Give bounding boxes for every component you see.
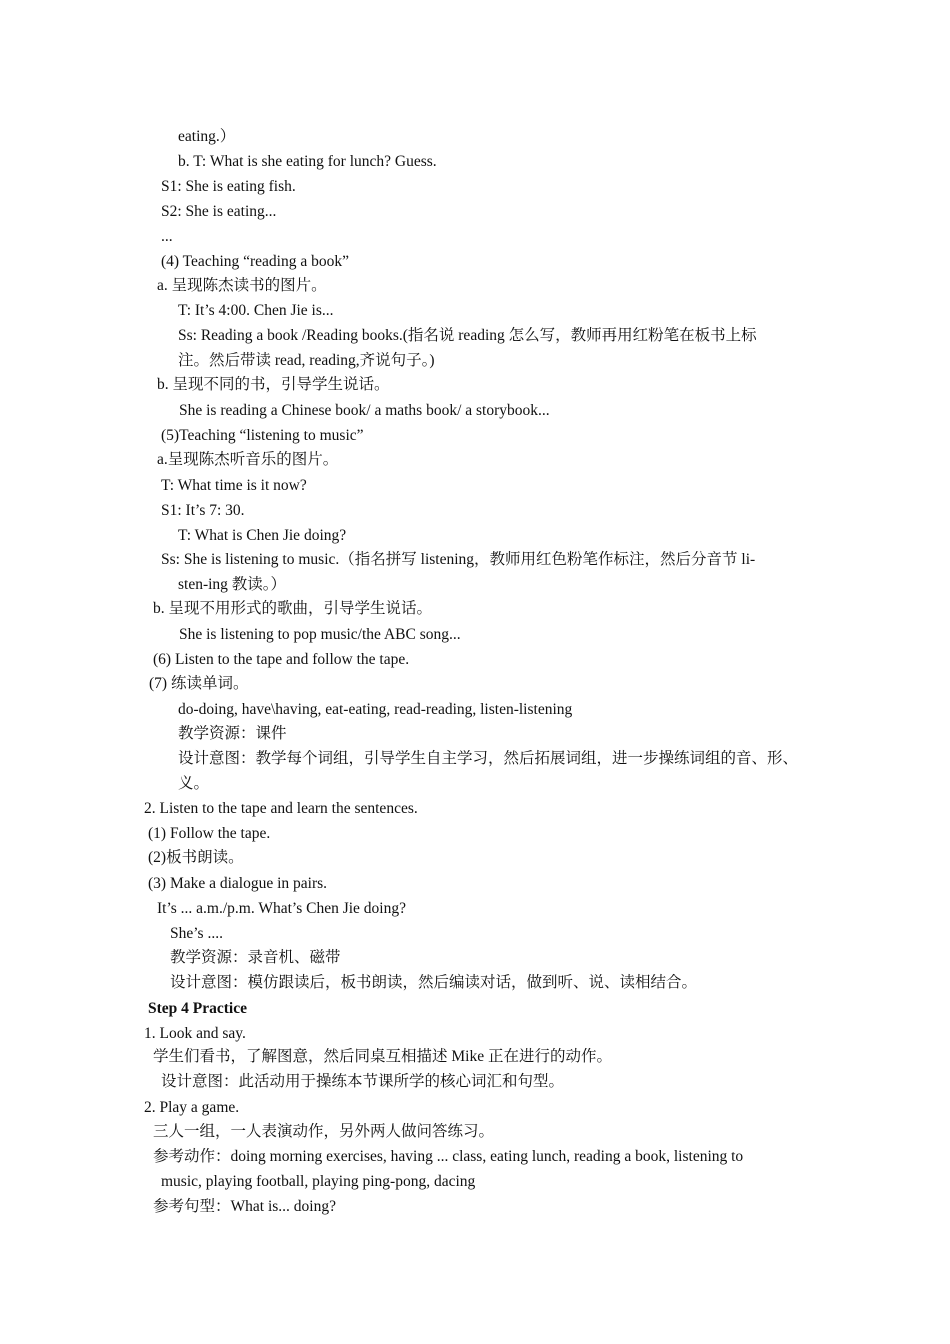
text-line-22: (6) Listen to the tape and follow the tape. bbox=[153, 651, 410, 668]
text-line-15: T: What time is it now? bbox=[161, 477, 307, 494]
text-line-35: 设计意图：模仿跟读后，板书朗读，然后编读对话，做到听、说、读相结合。 bbox=[170, 974, 698, 991]
text-line-9: Ss: Reading a book /Reading books.(指名说 reading 怎么写，教师再用红粉笔在板书上标 bbox=[178, 327, 757, 344]
text-line-40: 2. Play a game. bbox=[144, 1099, 240, 1116]
section-heading-step4: Step 4 Practice bbox=[148, 1000, 247, 1017]
text-line-11: b. 呈现不同的书，引导学生说话。 bbox=[157, 376, 390, 393]
text-line-23: (7) 练读单词。 bbox=[149, 675, 249, 692]
text-line-26: 设计意图：教学每个词组，引导学生自主学习，然后拓展词组，进一步操练词组的音、形、 bbox=[178, 750, 799, 767]
text-line-16: S1: It’s 7: 30. bbox=[161, 502, 245, 519]
text-line-44: 参考句型：What is... doing? bbox=[153, 1198, 336, 1215]
text-line-41: 三人一组，一人表演动作，另外两人做问答练习。 bbox=[153, 1123, 495, 1140]
text-line-29: (1) Follow the tape. bbox=[148, 825, 271, 842]
text-line-28: 2. Listen to the tape and learn the sentences. bbox=[144, 800, 418, 817]
text-line-13: (5)Teaching “listening to music” bbox=[161, 427, 364, 444]
text-line-5: ... bbox=[161, 228, 173, 245]
text-line-31: (3) Make a dialogue in pairs. bbox=[148, 875, 328, 892]
text-line-19: sten-ing 教读。） bbox=[178, 576, 287, 593]
text-line-38: 学生们看书，了解图意，然后同桌互相描述 Mike 正在进行的动作。 bbox=[153, 1048, 612, 1065]
text-line-18: Ss: She is listening to music.（指名拼写 listening，教师用红色粉笔作标注，然后分音节 li- bbox=[161, 551, 756, 568]
text-line-34: 教学资源：录音机、磁带 bbox=[170, 949, 341, 966]
text-line-10: 注。然后带读 read, reading,齐说句子。) bbox=[178, 352, 435, 369]
text-line-1: eating.） bbox=[178, 128, 236, 145]
text-line-25: 教学资源：课件 bbox=[178, 725, 287, 742]
text-line-8: T: It’s 4:00. Chen Jie is... bbox=[178, 302, 334, 319]
text-line-3: S1: She is eating fish. bbox=[161, 178, 296, 195]
text-line-32: It’s ... a.m./p.m. What’s Chen Jie doing? bbox=[157, 900, 406, 917]
text-line-17: T: What is Chen Jie doing? bbox=[178, 527, 347, 544]
text-line-30: (2)板书朗读。 bbox=[148, 849, 244, 866]
text-line-14: a.呈现陈杰听音乐的图片。 bbox=[157, 451, 339, 468]
text-line-21: She is listening to pop music/the ABC song... bbox=[179, 626, 461, 643]
text-line-20: b. 呈现不用形式的歌曲，引导学生说话。 bbox=[153, 600, 433, 617]
text-line-4: S2: She is eating... bbox=[161, 203, 277, 220]
text-line-27: 义。 bbox=[178, 775, 210, 792]
text-line-43: music, playing football, playing ping-pong, dacing bbox=[161, 1173, 476, 1190]
text-line-6: (4) Teaching “reading a book” bbox=[161, 253, 349, 270]
text-line-24: do-doing, have\having, eat-eating, read-reading, listen-listening bbox=[178, 701, 573, 718]
text-line-7: a. 呈现陈杰读书的图片。 bbox=[157, 277, 327, 294]
text-line-39: 设计意图：此活动用于操练本节课所学的核心词汇和句型。 bbox=[161, 1073, 565, 1090]
text-line-33: She’s .... bbox=[170, 925, 223, 942]
text-line-42: 参考动作：doing morning exercises, having ... class, eating lunch, reading a book, listening to bbox=[153, 1148, 744, 1165]
text-line-2: b. T: What is she eating for lunch? Guess. bbox=[178, 153, 437, 170]
text-line-12: She is reading a Chinese book/ a maths book/ a storybook... bbox=[179, 402, 550, 419]
text-line-37: 1. Look and say. bbox=[144, 1025, 246, 1042]
